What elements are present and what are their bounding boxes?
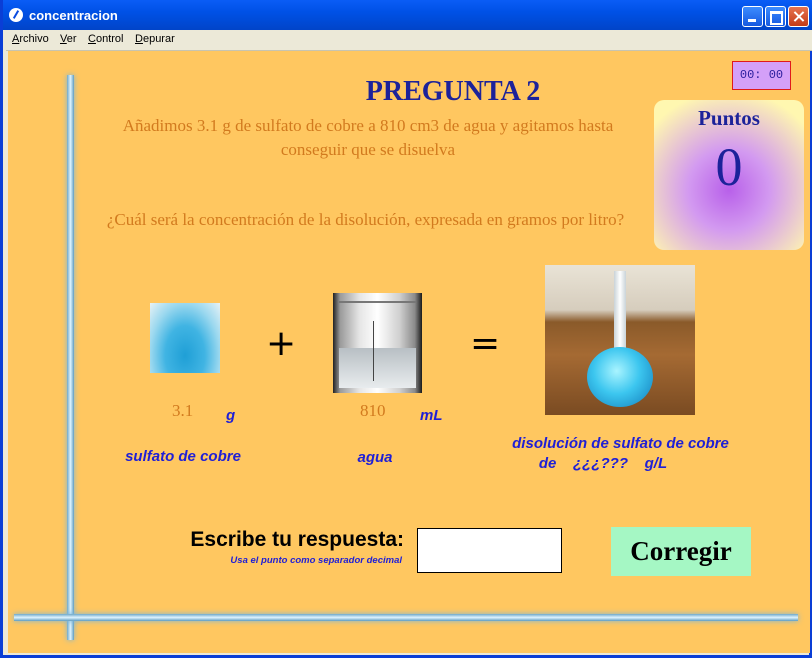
quiz-stage (8, 51, 810, 653)
score-value: 0 (715, 137, 743, 197)
plus-sign: + (266, 323, 297, 364)
menu-bar (6, 30, 812, 51)
menu-ver[interactable]: Ver (60, 33, 77, 45)
solvent-amount: 810 (360, 401, 386, 420)
score-label: Puntos (698, 106, 760, 130)
answer-label: Escribe tu respuesta: (190, 528, 404, 551)
solvent-unit: mL (420, 407, 443, 424)
timer-display: 00: 00 (732, 61, 791, 90)
equals-sign: = (470, 323, 501, 364)
window-title: concentracion (29, 8, 118, 23)
question-statement: Añadimos 3.1 g de sulfato de cobre a 810 cm3 de agua y agitamos hasta conseguir que se disuelva (122, 116, 614, 159)
result-caption-line2: de ¿¿¿??? g/L (538, 455, 668, 472)
minimize-button[interactable] (742, 6, 763, 27)
beaker-rim (339, 301, 416, 303)
maximize-button[interactable] (765, 6, 786, 27)
title-bar[interactable] (3, 0, 812, 30)
solute-caption: sulfato de cobre (125, 448, 241, 465)
menu-control[interactable]: Control (88, 33, 124, 45)
question-text: ¿Cuál será la concentración de la disolución, expresada en gramos por litro? (106, 210, 625, 229)
answer-hint: Usa el punto como separador decimal (230, 555, 402, 566)
water-beaker-image (333, 293, 422, 393)
corregir-button[interactable]: Corregir (611, 527, 751, 576)
app-icon (9, 8, 23, 22)
copper-sulfate-image (150, 303, 220, 373)
flask-bulb (587, 347, 653, 407)
solute-amount: 3.1 (172, 401, 194, 420)
beaker-marks (373, 321, 394, 381)
score-panel (654, 100, 804, 250)
question-title: PREGUNTA 2 (365, 76, 541, 107)
horizontal-divider (14, 614, 798, 621)
menu-archivo[interactable]: Archivo (12, 33, 49, 45)
close-button[interactable] (788, 6, 809, 27)
result-caption-line1: disolución de sulfato de cobre (512, 435, 729, 452)
solvent-caption: agua (357, 449, 393, 466)
solution-flask-image (545, 265, 695, 415)
solute-unit: g (226, 407, 236, 424)
answer-input[interactable] (417, 528, 562, 573)
menu-depurar[interactable]: Depurar (135, 33, 175, 45)
vertical-divider (67, 75, 74, 640)
